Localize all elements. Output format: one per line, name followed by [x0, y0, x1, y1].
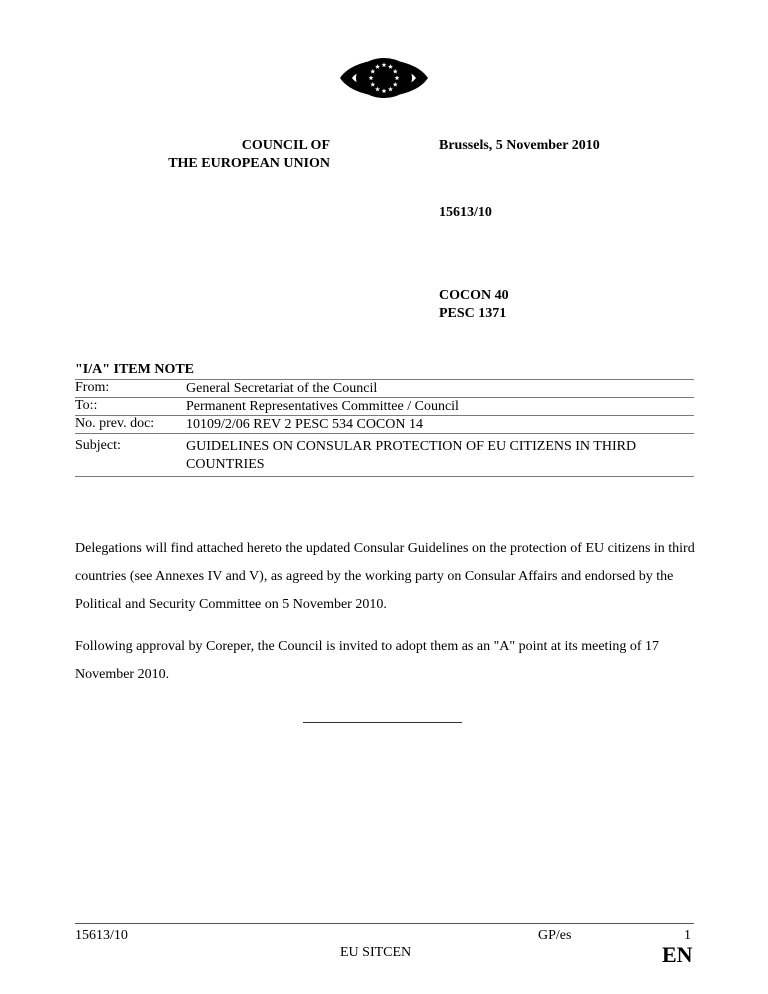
table-divider: [75, 476, 694, 477]
footer-doc-number: 15613/10: [75, 928, 128, 943]
subject-value: GUIDELINES ON CONSULAR PROTECTION OF EU CITIZENS IN THIRD COUNTRIES: [186, 439, 637, 472]
footer-divider: [75, 923, 694, 924]
footer-department: EU SITCEN: [340, 945, 412, 960]
subject-label: Subject:: [75, 438, 121, 453]
footer-initials: GP/es: [538, 928, 572, 943]
to-label: To::: [75, 398, 98, 413]
footer-language: EN: [662, 942, 693, 967]
item-note-title: "I/A" ITEM NOTE: [75, 362, 195, 377]
council-name: [120, 137, 330, 173]
prev-doc-label: No. prev. doc:: [75, 416, 155, 431]
council-name-line-1: COUNCIL OF: [241, 138, 330, 153]
document-number: 15613/10: [439, 205, 492, 220]
body-paragraph-1: Delegations will find attached hereto the updated Consular Guidelines on the protection of EU citizens in third countries (see Annexes IV and V), as agreed by the working party on Consular Affairs and endorsed by the Political and Security Committee on 5 November 2010.: [75, 541, 695, 612]
to-value: Permanent Representatives Committee / Council: [186, 399, 459, 414]
eu-council-logo-icon: [336, 50, 432, 106]
from-label: From:: [75, 380, 110, 395]
body-paragraph-2: Following approval by Coreper, the Council is invited to adopt them as an "A" point at its meeting of 17 November 2010.: [75, 639, 660, 682]
council-name-line-2: THE EUROPEAN UNION: [168, 156, 330, 171]
end-separator: [303, 722, 462, 723]
prev-doc-value: 10109/2/06 REV 2 PESC 534 COCON 14: [186, 417, 423, 432]
from-value: General Secretariat of the Council: [186, 381, 378, 396]
classification-code-2: PESC 1371: [439, 306, 507, 321]
classification-code-1: COCON 40: [439, 288, 509, 303]
footer-page-number: 1: [684, 928, 691, 943]
document-date: Brussels, 5 November 2010: [439, 138, 600, 153]
